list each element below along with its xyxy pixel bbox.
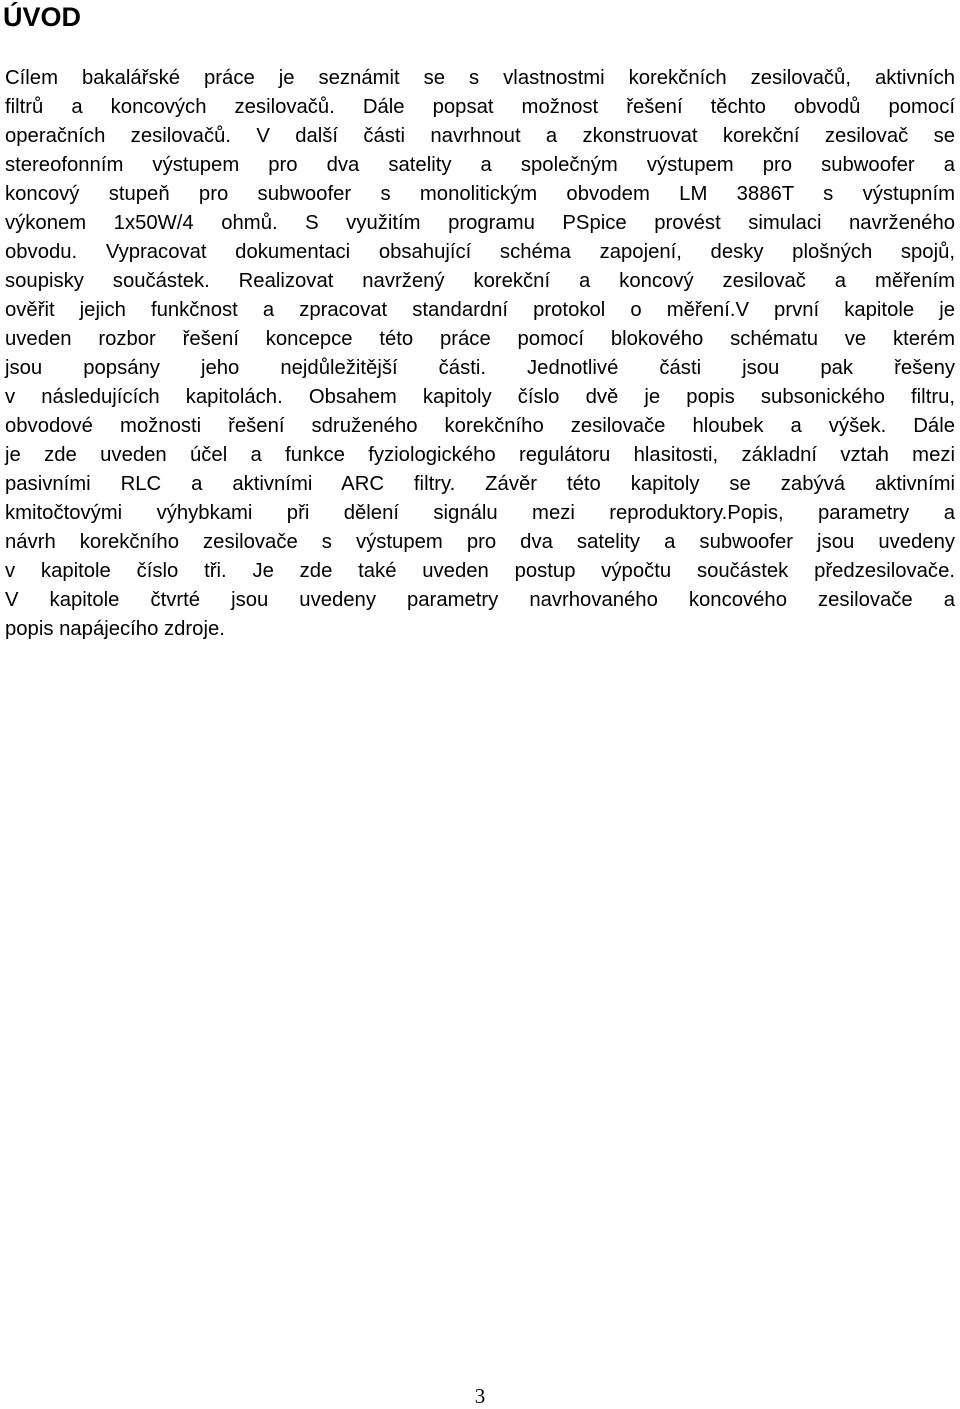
paragraph-line: obvodové možnosti řešení sdruženého korekčního zesilovače hloubek a výšek. Dále	[5, 415, 955, 437]
paragraph-line: obvodu. Vypracovat dokumentaci obsahující schéma zapojení, desky plošných spojů,	[5, 241, 955, 263]
paragraph-line: výkonem 1x50W/4 ohmů. S využitím programu PSpice provést simulaci navrženého	[5, 212, 955, 234]
paragraph-line: uveden rozbor řešení koncepce této práce pomocí blokového schématu ve kterém	[5, 328, 955, 350]
paragraph-line: kmitočtovými výhybkami při dělení signálu mezi reproduktory.Popis, parametry a	[5, 502, 955, 524]
paragraph-line: návrh korekčního zesilovače s výstupem pro dva satelity a subwoofer jsou uvedeny	[5, 531, 955, 553]
paragraph-line: ověřit jejich funkčnost a zpracovat standardní protokol o měření.V první kapitole je	[5, 299, 955, 321]
paragraph-line: v kapitole číslo tři. Je zde také uveden postup výpočtu součástek předzesilovače.	[5, 560, 955, 582]
body-paragraph	[5, 64, 955, 644]
section-heading: ÚVOD	[3, 2, 82, 32]
paragraph-line: operačních zesilovačů. V další části navrhnout a zkonstruovat korekční zesilovač se	[5, 125, 955, 147]
paragraph-line: filtrů a koncových zesilovačů. Dále popsat možnost řešení těchto obvodů pomocí	[5, 96, 955, 118]
paragraph-line: popis napájecího zdroje.	[5, 618, 225, 640]
page-number: 3	[474, 1384, 486, 1408]
paragraph-line: soupisky součástek. Realizovat navržený korekční a koncový zesilovač a měřením	[5, 270, 955, 292]
paragraph-line: koncový stupeň pro subwoofer s monolitickým obvodem LM 3886T s výstupním	[5, 183, 955, 205]
paragraph-line: jsou popsány jeho nejdůležitější části. Jednotlivé části jsou pak řešeny	[5, 357, 955, 379]
paragraph-line: pasivními RLC a aktivními ARC filtry. Závěr této kapitoly se zabývá aktivními	[5, 473, 955, 495]
paragraph-line: V kapitole čtvrté jsou uvedeny parametry navrhovaného koncového zesilovače a	[5, 589, 955, 611]
paragraph-line: je zde uveden účel a funkce fyziologického regulátoru hlasitosti, základní vztah mezi	[5, 444, 955, 466]
paragraph-line: v následujících kapitolách. Obsahem kapitoly číslo dvě je popis subsonického filtru,	[5, 386, 955, 408]
paragraph-line: stereofonním výstupem pro dva satelity a společným výstupem pro subwoofer a	[5, 154, 955, 176]
paragraph-line: Cílem bakalářské práce je seznámit se s vlastnostmi korekčních zesilovačů, aktivních	[5, 67, 955, 89]
